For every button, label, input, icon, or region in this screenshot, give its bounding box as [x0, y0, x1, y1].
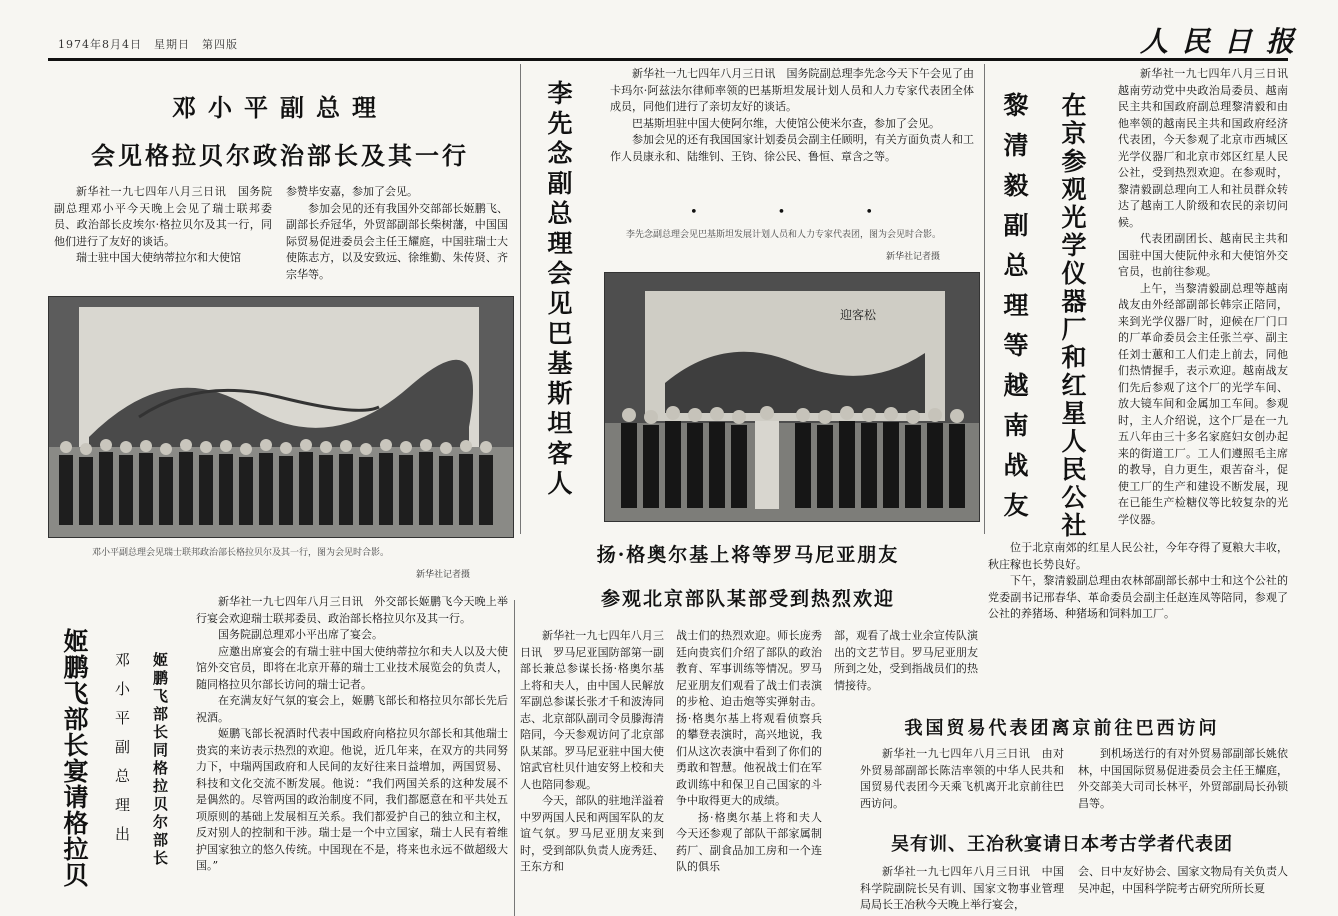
paragraph: 国务院副总理邓小平出席了宴会。 [218, 628, 383, 641]
deng-group-photo [48, 296, 514, 538]
li-group-photo [604, 272, 980, 522]
paragraph: 位于北京南郊的红星人民公社，今年夺得了夏粮大丰收，秋庄稼也长势良好。 [988, 541, 1288, 571]
li-photo-caption: 李先念副总理会见巴基斯坦发展计划人员和人力专家代表团，图为会见时合影。 [626, 230, 942, 240]
painting-title: 迎客松 [840, 308, 877, 322]
separator-dots: ••• [690, 205, 954, 220]
deng-col-2 [286, 184, 508, 284]
le-body-lower [988, 540, 1288, 702]
trade-col-1 [860, 746, 1064, 812]
newspaper-logo: 人民日报 [1140, 25, 1309, 58]
masthead-rule [48, 58, 1288, 61]
paragraph: 部，观看了战士业余宣传队演出的文艺节目。罗马尼亚朋友所到之处，受到指战员们的热情接待。 [834, 629, 978, 692]
wu-col-1 [860, 864, 1064, 916]
ji-subheadline-2: 姬鹏飞部长同格拉贝尔部长 [151, 652, 169, 868]
paragraph: 瑞士驻中国大使纳蒂拉尔和大使馆 [76, 251, 241, 264]
deng-photo-credit: 新华社记者摄 [416, 570, 471, 580]
li-photo-credit: 新华社记者摄 [886, 252, 941, 262]
wu-col-2 [1078, 864, 1288, 916]
paragraph: 上午，当黎清毅副总理等越南战友由外经部副部长韩宗正陪同，来到光学仪器厂时，迎候在厂门口的厂革命委员会主任张兰亭、副主任刘士蕙和工人们走上前去，同他们热情握手，表示欢迎。越南战友们先后参观了这个厂的光学车间、放大镜车间和金属加工车间。参观时，主人介绍说，这个厂是在一九五八年由三十多名家庭妇女创办起来的街道工厂。工人们遵照毛主席的教导，自力更生，艰苦奋斗，促使工厂的生产和建设不断发展，现在已能生产检糖仪等比较复杂的光学仪器。 [1118, 281, 1288, 526]
paragraph: 巴基斯坦驻中国大使阿尔维，大使馆公使米尔查，参加了会见。 [632, 116, 940, 130]
trade-headline: 我国贸易代表团离京前往巴西访问 [904, 718, 1220, 739]
ro-headline-1: 扬·格奥尔基上将等罗马尼亚朋友 [596, 544, 900, 566]
deng-headline-2: 会见格拉贝尔政治部长及其一行 [91, 141, 469, 170]
paragraph: 参加会见的还有我国国家计划委员会副主任顾明，有关方面负责人和工作人员康永和、陆维钊、王钧、徐公民、鲁恒、章含之等。 [610, 133, 974, 163]
le-body-upper [1118, 66, 1299, 540]
paragraph: 参赞毕安嘉，参加了会见。 [286, 185, 418, 198]
paragraph: 战士们的热烈欢迎。师长庞秀廷向贵宾们介绍了部队的政治教育、军事训练等情况。罗马尼亚朋友们观看了战士们表演的步枪、迫击炮等实弹射击。扬·格奥尔基上将观看侦察兵的攀登表演时，高兴地说，我们从这次表演中看到了你们的勇敢和智慧。他祝战士们在军政训练中和保卫自己国家的斗争中取得更大的成绩。 [676, 629, 822, 807]
deng-headline-1: 邓小平副总理 [172, 93, 388, 122]
paragraph: 新华社一九七四年八月三日讯 外交部长姬鹏飞今天晚上举行宴会欢迎瑞士联邦委员、政治部长格拉贝尔及其一行。 [196, 595, 508, 625]
paragraph: 新华社一九七四年八月三日讯 国务院副总理李先念今天下午会见了由卡玛尔·阿兹法尔律师率领的巴基斯坦发展计划人员和人力专家代表团全体成员，同他们进行了亲切友好的谈话。 [610, 67, 974, 113]
le-vertical-headline-1: 在京参观光学仪器厂和红星人民公社 [1058, 92, 1087, 540]
column-rule [984, 64, 985, 534]
paragraph: 今天，部队的驻地洋溢着中罗两国人民和两国军队的友谊气氛。罗马尼亚朋友来到时，受到部队负责人庞秀廷、王东方和 [520, 794, 664, 873]
paragraph: 代表团副团长、越南民主共和国驻中国大使阮仲永和大使馆外交官员，也前往参观。 [1118, 232, 1288, 278]
ji-body [196, 594, 508, 916]
paragraph: 姬鹏飞部长祝酒时代表中国政府向格拉贝尔部长和其他瑞士贵宾的来访表示热烈的欢迎。他说，近几年来，在双方的共同努力下，中瑞两国政府和人民间的友好往来日益增加，两国贸易、科技和文化交流不断发展。他说：“我们两国关系的这种发展不是偶然的。尽管两国的政治制度不同，我们都愿意在和平共处五项原则的基础上发展相互关系。我们都爱护自己的独立和主权，反对别人的控制和干涉。瑞士是一个中立国家，瑞士人民有着维护国家独立的悠久传统。中国现在不是，将来也永远不做超级大国。” [196, 727, 508, 872]
date-line: 1974年8月4日 星期日 第四版 [58, 38, 238, 51]
photo-illustration [49, 297, 513, 537]
photo-illustration [605, 273, 979, 521]
paragraph: 新华社一九七四年八月三日讯 国务院副总理邓小平今天晚上会见了瑞士联邦委员、政治部长皮埃尔·格拉贝尔及其一行，同他们进行了友好的谈话。 [54, 185, 272, 248]
paragraph: 新华社一九七四年八月三日讯 罗马尼亚国防部第一副部长兼总参谋长扬·格奥尔基上将和夫人，由中国人民解放军副总参谋长张才千和波涛同志、北京部队副司令员滕海清陪同，今天参观访问了北京部队某部。罗马尼亚驻中国大使馆武官杜贝什迪安努上校和夫人也陪同参观。 [520, 629, 664, 791]
column-rule [520, 64, 521, 534]
le-vertical-headline-2: 黎清毅副总理等越南战友 [1000, 92, 1029, 532]
ro-headline-2: 参观北京部队某部受到热烈欢迎 [600, 588, 895, 610]
wu-headline: 吴有训、王冶秋宴请日本考古学者代表团 [891, 834, 1233, 855]
paragraph: 新华社一九七四年八月三日讯 越南劳动党中央政治局委员、越南民主共和国政府副总理黎清毅和由他率领的越南民主共和国政府经济代表团，今天参观了北京市西城区光学仪器厂和北京市郊区红星人民公社，受到热烈欢迎。在参观时，黎清毅副总理向工人和社员群众转达了越南工人阶级和农民的亲切问候。 [1118, 67, 1299, 229]
li-vertical-headline: 李先念副总理会见巴基斯坦客人 [544, 80, 573, 500]
paragraph: 应邀出席宴会的有瑞士驻中国大使纳蒂拉尔和夫人以及大使馆外交官员，即将在北京开幕的瑞士工业技术展览会的负责人，随同格拉贝尔部长访问的瑞士记者。 [196, 644, 508, 691]
paragraph: 扬·格奥尔基上将和夫人今天还参观了部队干部家属制药厂、副食品加工房和一个连队的俱乐 [676, 810, 822, 873]
deng-photo-caption: 邓小平副总理会见瑞士联邦政治部长格拉贝尔及其一行，图为会见时合影。 [92, 548, 390, 558]
paragraph: 参加会见的还有我国外交部部长姬鹏飞、副部长乔冠华，外贸部副部长柴树藩，中国国际贸易促进委员会主任王耀庭，中国驻瑞士大使陈志方，以及安致远、徐维勤、朱传贤、齐宗华等。 [286, 201, 508, 281]
ji-vertical-headline: 姬鹏飞部长宴请格拉贝 [60, 628, 89, 888]
deng-col-1 [54, 184, 272, 284]
paragraph: 新华社一九七四年八月三日讯 中国科学院副院长吴有训、国家文物事业管理局局长王冶秋今天晚上举行宴会， [860, 865, 1064, 911]
li-body [610, 66, 974, 206]
ji-subheadline-1: 邓小平副总理出 [113, 652, 131, 855]
paragraph: 下午，黎清毅副总理由农林部副部长郝中士和这个公社的党委副书记邢春华、革命委员会副主任赵连凤等陪同，参观了公社的养猪场、种猪场和饲料加工厂。 [988, 574, 1288, 620]
ro-col-3 [834, 628, 978, 708]
ro-col-1 [520, 628, 664, 916]
ro-col-2 [676, 628, 822, 916]
paragraph: 会、日中友好协会、国家文物局有关负责人吴冲起，中国科学院考古研究所所长夏 [1078, 865, 1288, 895]
column-rule [514, 600, 515, 916]
paragraph: 新华社一九七四年八月三日讯 由对外贸易部副部长陈洁率领的中华人民共和国贸易代表团今天乘飞机离开北京前往巴西访问。 [860, 747, 1064, 810]
paragraph: 到机场送行的有对外贸易部副部长姚依林，中国国际贸易促进委员会主任王耀庭，外交部美大司司长林平，外贸部副局长孙锁昌等。 [1078, 747, 1288, 810]
trade-col-2 [1078, 746, 1288, 812]
paragraph: 在充满友好气氛的宴会上，姬鹏飞部长和格拉贝尔部长先后祝酒。 [196, 694, 508, 724]
